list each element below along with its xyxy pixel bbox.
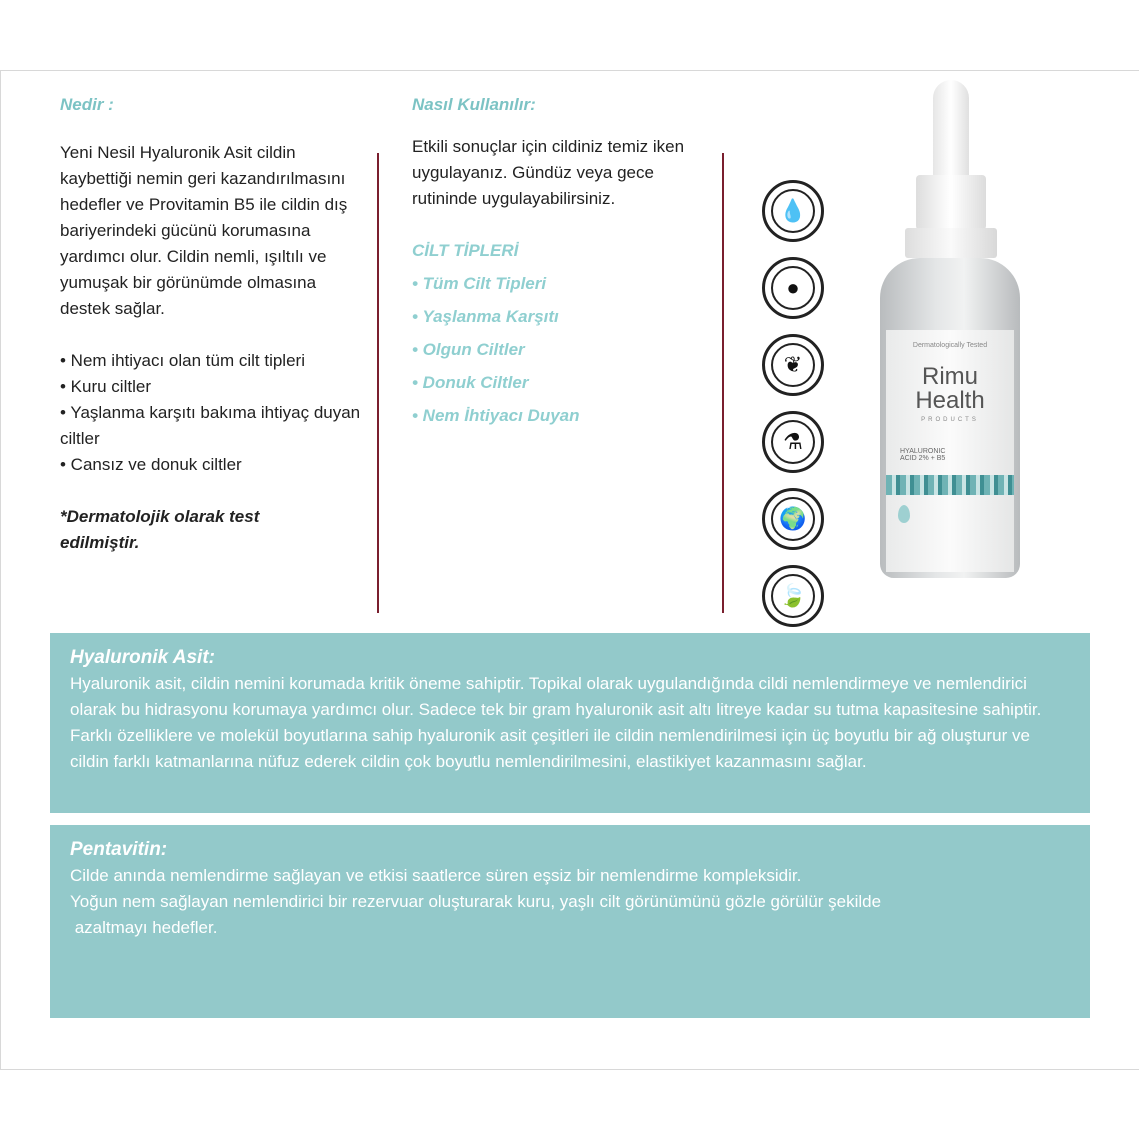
hyaluronic-acid-box (50, 633, 1090, 813)
bullet: • Yaşlanma karşıtı bakıma ihtiyaç duyan ciltler (60, 403, 361, 448)
skin-types-title: CİLT TİPLERİ (412, 241, 519, 260)
divider (722, 153, 724, 613)
divider (377, 153, 379, 613)
vegan-icon: 🍃 (762, 565, 824, 627)
dermatologically-tested-icon: 💧 (762, 180, 824, 242)
nedir-title: Nedir : (60, 95, 114, 114)
skin-type: • Donuk Ciltler (412, 373, 529, 392)
pentavitin-box (50, 825, 1090, 1018)
product-bottle-image (880, 80, 1020, 580)
usage-body: Etkili sonuçlar için cildiniz temiz iken uygulayanız. Gündüz veya gece rutininde uygulayabilirsiniz. (412, 137, 685, 208)
skin-type: • Nem İhtiyacı Duyan (412, 406, 580, 425)
skin-type: • Tüm Cilt Tipleri (412, 274, 547, 293)
brand-sub: PRODUCTS (921, 417, 979, 423)
eco-friendly-icon: 🌍 (762, 488, 824, 550)
usage-section (412, 92, 692, 432)
bullet: • Kuru ciltler (60, 377, 151, 396)
alcohol-free-icon: ● (762, 257, 824, 319)
bullet: • Cansız ve donuk ciltler (60, 455, 242, 474)
hyaluronic-body: Hyaluronik asit, cildin nemini korumada kritik öneme sahiptir. Topikal olarak uygulandığında cildi nemlendirmeye ve nemlendirici olarak bu hidrasyonu korumaya yardımcı olur. Sadece tek bir gram hyaluronik asit altı litreye kadar su tutma kapasitesine sahiptir. Farklı özelliklere ve molekül boyutlarına sahip hyaluronik asit çeşitleri ile cildin nemlendirilmesi için üç boyutlu bir ağ oluşturur ve cildin farklı katmanlarına nüfuz ederek cildin çok boyutlu nemlendirilmesini, elastikiyet kazanmasını sağlar. (70, 674, 1042, 771)
pentavitin-line: Yoğun nem sağlayan nemlendirici bir rezervuar oluşturarak kuru, yaşlı cilt görünümünü gözle görülür şekilde (70, 892, 882, 911)
hyaluronic-title: Hyaluronik Asit: (70, 647, 215, 668)
product-name: HYALURONIC ACID 2% + B5 (900, 448, 946, 462)
bullet: • Nem ihtiyacı olan tüm cilt tipleri (60, 351, 305, 370)
dermatology-note: *Dermatolojik olarak test edilmiştir. (60, 507, 260, 552)
skin-type: • Olgun Ciltler (412, 340, 525, 359)
pentavitin-line: Cilde anında nemlendirme sağlayan ve etkisi saatlerce süren eşsiz bir nemlendirme kompleksidir. (70, 866, 802, 885)
usage-title: Nasıl Kullanılır: (412, 95, 536, 114)
nedir-section (60, 92, 370, 556)
skin-type: • Yaşlanma Karşıtı (412, 307, 559, 326)
bottle-label-top: Dermatologically Tested (912, 342, 988, 349)
paraben-free-icon: ❦ (762, 334, 824, 396)
certification-icons (760, 180, 830, 642)
brand-logo: Rimu Health (915, 363, 985, 414)
pentavitin-title: Pentavitin: (70, 839, 168, 860)
pentavitin-line: azaltmayı hedefler. (70, 918, 218, 937)
nedir-body: Yeni Nesil Hyaluronik Asit cildin kaybettiği nemin geri kazandırılmasını hedefler ve Provitamin B5 ile cildin dış bariyerindeki gücünü korumasına yardımcı olur. Cildin nemli, ışıltılı ve yumuşak bir görünümde olmasına destek sağlar. (60, 143, 348, 318)
sls-free-icon: ⚗ (762, 411, 824, 473)
